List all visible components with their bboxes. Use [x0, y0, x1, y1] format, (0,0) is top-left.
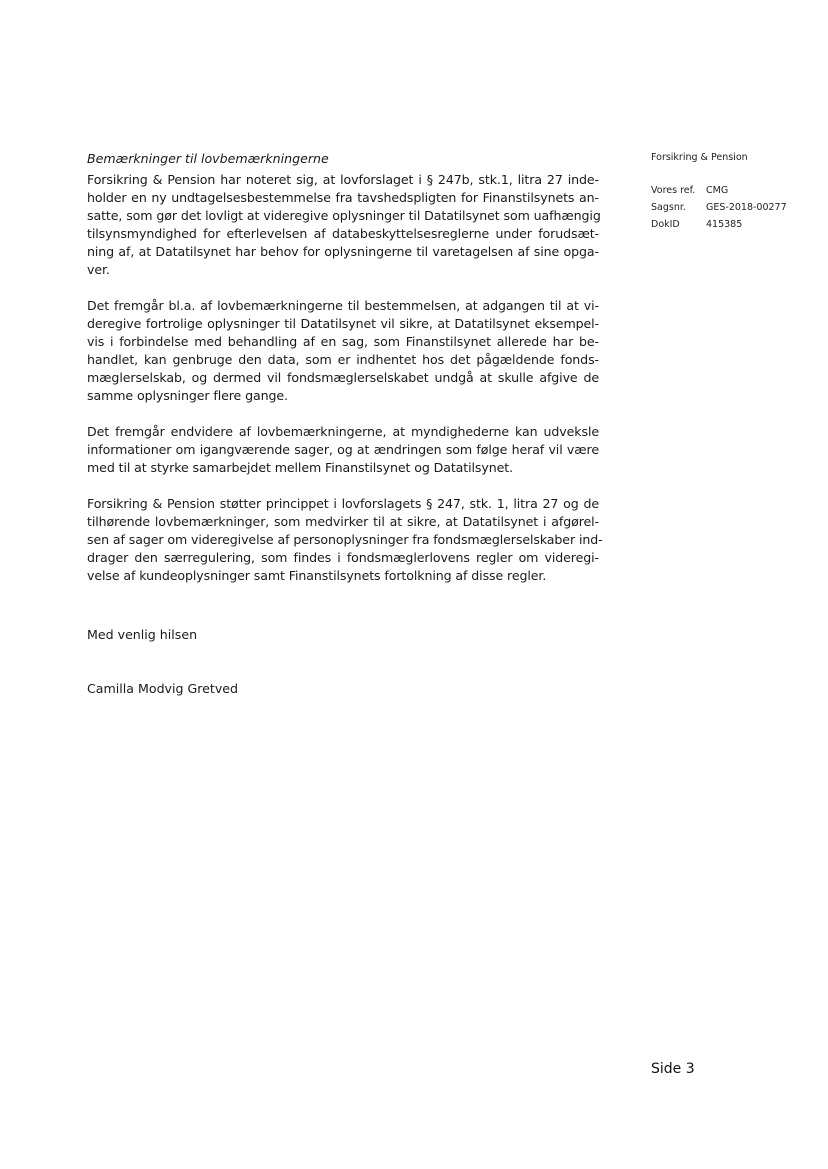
meta-row-case-number	[651, 199, 787, 216]
meta-value: CMG	[706, 185, 729, 196]
meta-label: Sagsnr.	[651, 202, 686, 213]
paragraph-line: Forsikring & Pension støtter princippet i lovforslagets § 247, stk. 1, litra 27 og de	[87, 496, 599, 511]
reference-sidebar	[651, 152, 787, 233]
closing-greeting: Med venlig hilsen	[87, 627, 198, 642]
section-heading: Bemærkninger til lovbemærkningerne	[87, 151, 329, 166]
organization-name: Forsikring & Pension	[651, 152, 748, 163]
paragraph-1	[87, 171, 599, 279]
paragraph-line: mæglerselskab, og dermed vil fondsmæglerselskabet undgå at skulle afgive de	[87, 370, 599, 385]
paragraph-line: satte, som gør det lovligt at videregive oplysninger til Datatilsynet som uafhængig	[87, 208, 601, 223]
paragraph-2	[87, 297, 599, 405]
meta-label: DokID	[651, 219, 680, 230]
paragraph-line: velse af kundeoplysninger samt Finanstilsynets fortolkning af disse regler.	[87, 568, 547, 583]
paragraph-line: ver.	[87, 262, 110, 277]
paragraph-line: informationer om igangværende sager, og at ændringen som følge heraf vil være	[87, 442, 599, 457]
paragraph-line: samme oplysninger flere gange.	[87, 388, 288, 403]
paragraph-line: ning af, at Datatilsynet har behov for oplysningerne til varetagelsen af sine opga-	[87, 244, 599, 259]
paragraph-line: Det fremgår bl.a. af lovbemærkningerne til bestemmelsen, at adgangen til at vi-	[87, 298, 599, 313]
paragraph-line: holder en ny undtagelsesbestemmelse fra tavshedspligten for Finanstilsynets an-	[87, 190, 599, 205]
paragraph-4	[87, 495, 603, 585]
paragraph-line: handlet, kan genbruge den data, som er indhentet hos det pågældende fonds-	[87, 352, 599, 367]
paragraph-line: deregive fortrolige oplysninger til Datatilsynet vil sikre, at Datatilsynet eksempel-	[87, 316, 599, 331]
page-number: Side 3	[651, 1061, 695, 1077]
paragraph-line: Forsikring & Pension har noteret sig, at lovforslaget i § 247b, stk.1, litra 27 inde-	[87, 172, 599, 187]
paragraph-line: vis i forbindelse med behandling af en sag, som Finanstilsynet allerede har be-	[87, 334, 599, 349]
paragraph-line: drager den særregulering, som findes i fondsmæglerlovens regler om videregi-	[87, 550, 599, 565]
meta-row-ref	[651, 182, 787, 199]
letter-body	[87, 150, 603, 603]
meta-value: GES-2018-00277	[706, 202, 787, 213]
meta-label: Vores ref.	[651, 185, 696, 196]
paragraph-line: Det fremgår endvidere af lovbemærkningerne, at myndighederne kan udveksle	[87, 424, 599, 439]
paragraph-line: tilsynsmyndighed for efterlevelsen af databeskyttelsesreglerne under forudsæt-	[87, 226, 599, 241]
meta-value: 415385	[706, 219, 743, 230]
paragraph-line: med til at styrke samarbejdet mellem Finanstilsynet og Datatilsynet.	[87, 460, 514, 475]
paragraph-3	[87, 423, 599, 477]
signature-name: Camilla Modvig Gretved	[87, 681, 239, 696]
paragraph-line: sen af sager om videregivelse af personoplysninger fra fondsmæglerselskaber ind-	[87, 532, 603, 547]
meta-row-doc-id	[651, 216, 787, 233]
paragraph-line: tilhørende lovbemærkninger, som medvirker til at sikre, at Datatilsynet i afgørel-	[87, 514, 599, 529]
